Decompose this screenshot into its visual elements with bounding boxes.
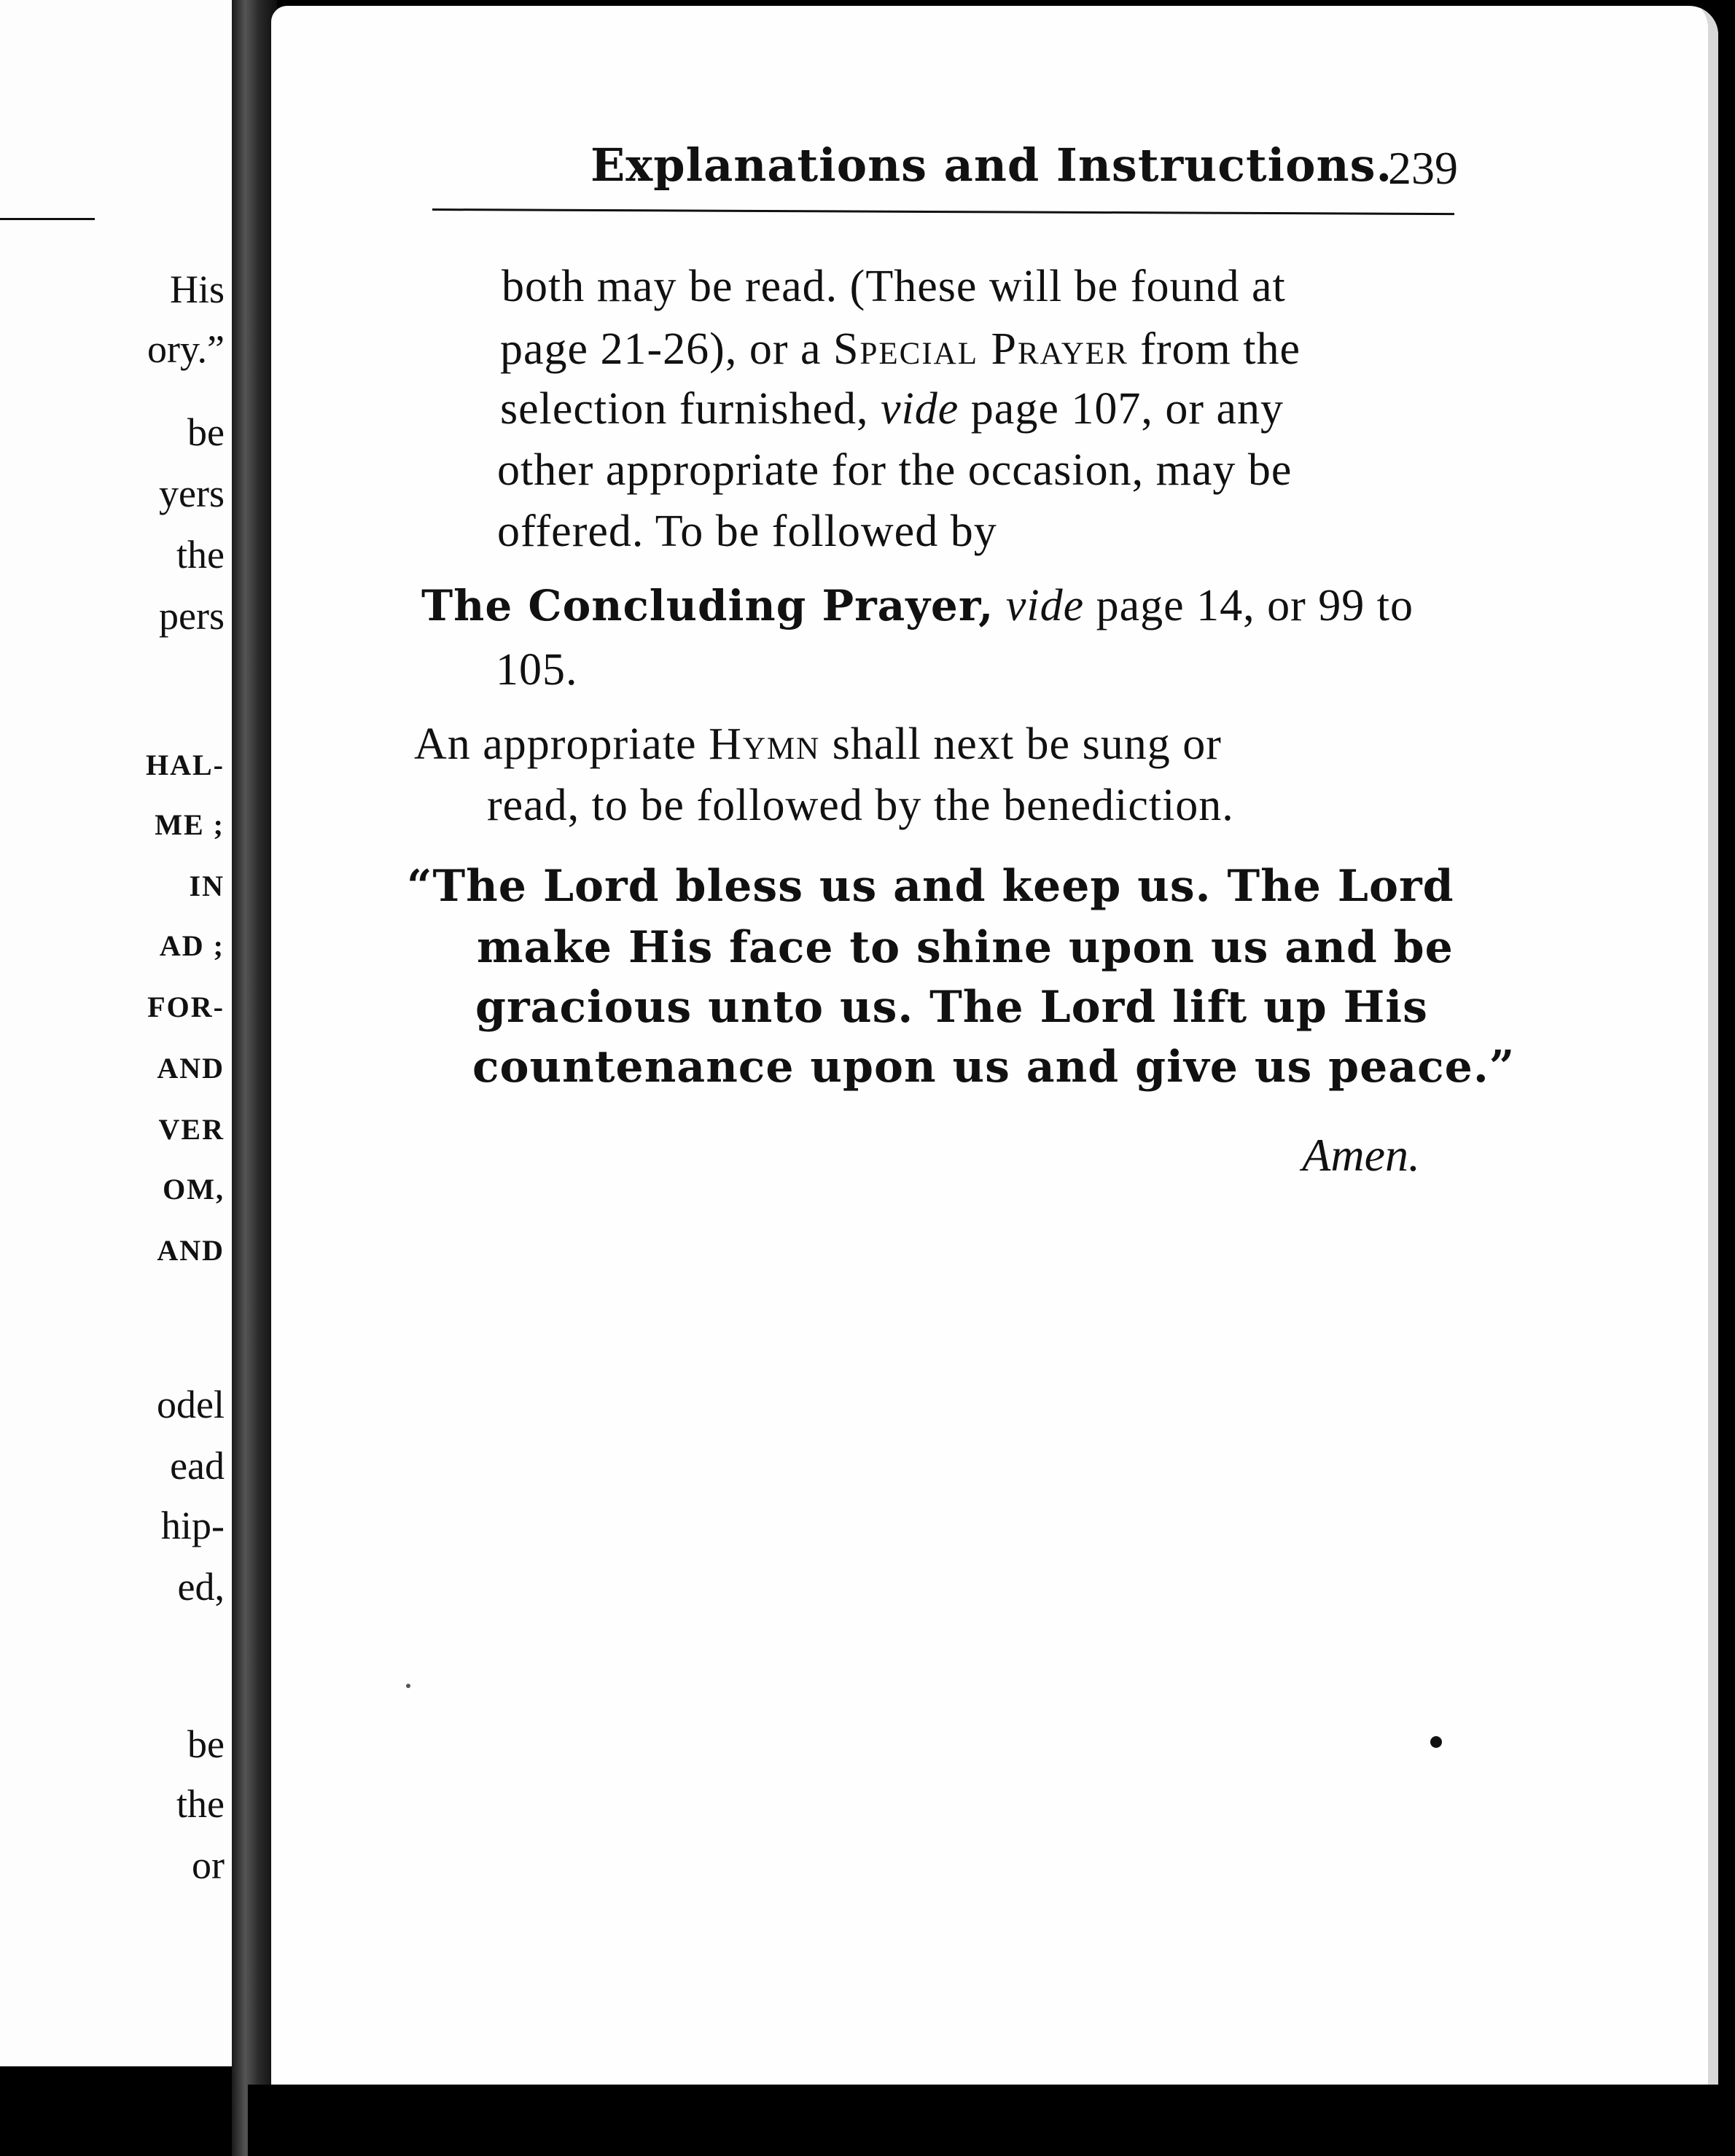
- benediction-line-2: make His face to shine upon us and be: [477, 922, 1454, 973]
- left-page-line: hip-: [161, 1504, 225, 1547]
- running-head: [321, 138, 1458, 204]
- left-page-line: ME ;: [155, 808, 225, 841]
- benediction-line-4: countenance upon us and give us peace.”: [472, 1042, 1516, 1093]
- p1-line-1: both may be read. (These will be found at: [502, 262, 1286, 311]
- page-number: 239: [1388, 142, 1458, 194]
- p1-line-2-text-a: page 21-26), or a: [500, 324, 833, 374]
- left-page-line: ed,: [177, 1565, 225, 1609]
- left-page-rule: [0, 218, 95, 220]
- left-page-line: pers: [159, 594, 225, 638]
- left-page-line: the: [176, 1782, 225, 1826]
- p3-line-1: [414, 719, 1222, 769]
- left-page-line: odel: [157, 1383, 225, 1426]
- p1-line-3: [500, 384, 1284, 434]
- left-page-line: the: [176, 533, 225, 577]
- p2-line-2: 105.: [496, 645, 578, 695]
- left-page-line: ead: [170, 1444, 225, 1488]
- left-page-line: ory.”: [147, 327, 225, 371]
- vide-italic: vide: [881, 384, 959, 434]
- running-head-title: Explanations and Instructions.: [590, 138, 1393, 192]
- book-gutter: [232, 0, 277, 2156]
- print-speck: [406, 1684, 410, 1688]
- facing-left-page: [0, 0, 234, 2066]
- special-prayer-label: Special Prayer: [833, 324, 1128, 374]
- left-page-line: or: [192, 1843, 225, 1887]
- left-page-line: VER: [158, 1113, 225, 1146]
- amen: Amen.: [1302, 1129, 1420, 1181]
- p3-line-2: read, to be followed by the benediction.: [487, 781, 1234, 830]
- benediction-line-3: gracious unto us. The Lord lift up His: [475, 982, 1428, 1033]
- p1-line-2: [500, 324, 1301, 374]
- p3-line-1-text-c: shall next be sung or: [820, 719, 1222, 769]
- p2-line-1-text-c: page 14, or 99 to: [1084, 581, 1414, 630]
- left-page-line: be: [187, 410, 225, 454]
- p1-line-4: other appropriate for the occasion, may be: [497, 445, 1293, 495]
- left-page-line: AD ;: [159, 929, 225, 962]
- left-page-line: His: [169, 267, 225, 311]
- p2-vide-italic: vide: [994, 581, 1085, 630]
- hymn-label: Hymn: [709, 719, 821, 769]
- left-page-line: be: [187, 1722, 225, 1766]
- left-page-line: AND: [157, 1234, 225, 1267]
- left-page-line: IN: [189, 870, 225, 902]
- left-page-line: HAL-: [146, 749, 225, 781]
- p1-line-3-text-c: page 107, or any: [959, 384, 1284, 434]
- concluding-prayer-heading: The Concluding Prayer,: [421, 581, 994, 630]
- p3-line-1-text-a: An appropriate: [414, 719, 709, 769]
- left-page-line: OM,: [163, 1173, 225, 1206]
- print-dot: [1430, 1736, 1442, 1748]
- left-page-line: AND: [157, 1052, 225, 1085]
- p1-line-3-text-a: selection furnished,: [500, 384, 881, 434]
- scan-border-bottom: [248, 2085, 1735, 2156]
- left-page-line: FOR-: [147, 991, 225, 1023]
- p2-line-1: [421, 583, 1414, 628]
- left-page-line: yers: [159, 472, 225, 515]
- p1-line-2-text-c: from the: [1128, 324, 1301, 374]
- benediction-line-1: “The Lord bless us and keep us. The Lord: [407, 861, 1454, 912]
- p1-line-5: offered. To be followed by: [497, 507, 997, 556]
